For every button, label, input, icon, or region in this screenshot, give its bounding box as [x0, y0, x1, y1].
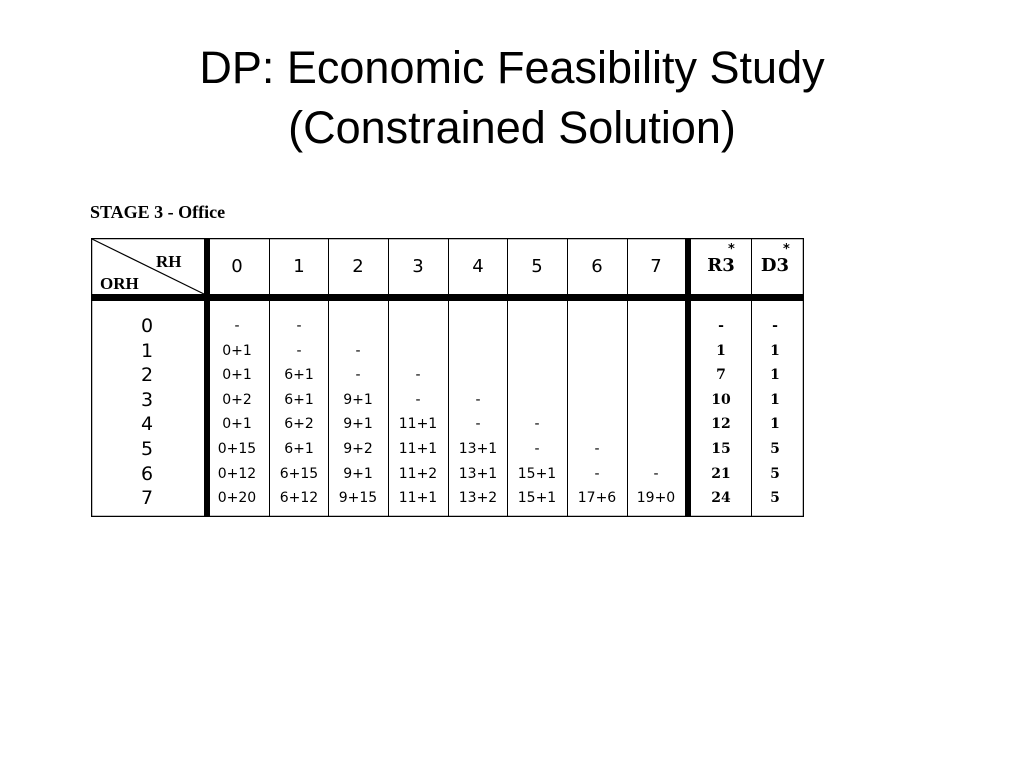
cell-r5-c2: 9+2 [343, 441, 373, 457]
cell-r5-c1: 6+1 [284, 441, 314, 457]
d3-value-row-3: 1 [770, 391, 780, 408]
cell-r6-c4: 13+1 [458, 465, 498, 482]
cell-r5-c4: 13+1 [458, 441, 498, 457]
cell-r4-c3: 11+1 [398, 416, 438, 433]
col-header-2: 2 [352, 256, 364, 277]
title-line-2: (Constrained Solution) [288, 102, 736, 153]
row-label-2: 2 [140, 364, 154, 387]
d3-value-row-0: - [772, 318, 778, 334]
cell-r4-c5: - [534, 416, 540, 433]
d3-value-row-4: 1 [770, 416, 780, 433]
d3-value-row-2: 1 [770, 367, 780, 384]
cell-r4-c4: - [475, 416, 481, 433]
slide-title [0, 38, 1024, 158]
cell-r3-c1: 6+1 [284, 391, 314, 408]
row-label-7: 7 [140, 487, 154, 510]
cell-r7-c0: 0+20 [217, 490, 257, 507]
row-label-3: 3 [140, 388, 154, 411]
row-label-0: 0 [140, 315, 154, 337]
cell-r6-c7: - [653, 465, 659, 482]
cell-r1-c0: 0+1 [222, 342, 252, 359]
col-header-7: 7 [650, 256, 662, 277]
d3-value-row-5: 5 [770, 441, 780, 457]
corner-rh-label: RH [156, 252, 182, 271]
r3-star: * [728, 242, 735, 257]
cell-r4-c1: 6+2 [284, 416, 314, 433]
cell-r6-c2: 9+1 [343, 465, 373, 482]
cell-r7-c5: 15+1 [517, 490, 557, 507]
d3-value-row-7: 5 [770, 490, 780, 507]
cell-r2-c2: - [355, 367, 361, 384]
cell-r5-c5: - [534, 441, 540, 457]
row-label-1: 1 [140, 339, 154, 362]
r3-value-row-0: - [718, 318, 724, 334]
row-label-6: 6 [140, 462, 154, 485]
col-header-0: 0 [231, 256, 243, 277]
col-header-r3: R3 [707, 255, 735, 276]
d3-star: * [783, 242, 790, 257]
stage-table [91, 238, 804, 517]
cell-r7-c4: 13+2 [458, 490, 498, 507]
cell-r6-c3: 11+2 [398, 465, 438, 482]
col-header-3: 3 [412, 256, 424, 277]
col-header-5: 5 [531, 256, 543, 277]
cell-r6-c1: 6+15 [279, 465, 319, 482]
cell-r6-c0: 0+12 [217, 465, 257, 482]
d3-value-row-6: 5 [770, 465, 780, 482]
cell-r6-c6: - [594, 465, 600, 482]
cell-r0-c1: - [296, 318, 302, 334]
cell-r3-c3: - [415, 391, 421, 408]
r3-value-row-3: 10 [711, 391, 731, 408]
cell-r7-c2: 9+15 [338, 490, 378, 507]
cell-r6-c5: 15+1 [517, 465, 557, 482]
col-header-6: 6 [591, 256, 603, 277]
r3-value-row-7: 24 [711, 490, 731, 507]
cell-r4-c0: 0+1 [222, 416, 252, 433]
cell-r2-c3: - [415, 367, 421, 384]
cell-r5-c6: - [594, 441, 600, 457]
r3-value-row-4: 12 [711, 416, 731, 433]
cell-r4-c2: 9+1 [343, 416, 373, 433]
r3-value-row-1: 1 [716, 342, 726, 359]
cell-r2-c1: 6+1 [284, 367, 314, 384]
cell-r3-c0: 0+2 [222, 391, 252, 408]
cell-r2-c0: 0+1 [222, 367, 252, 384]
cell-r7-c3: 11+1 [398, 490, 438, 507]
cell-r5-c0: 0+15 [217, 441, 257, 457]
cell-r1-c1: - [296, 342, 302, 359]
r3-value-row-5: 15 [711, 441, 731, 457]
cell-r3-c2: 9+1 [343, 391, 373, 408]
cell-r3-c4: - [475, 391, 481, 408]
col-header-4: 4 [472, 256, 484, 277]
cell-r5-c3: 11+1 [398, 441, 438, 457]
cell-r0-c0: - [234, 318, 240, 334]
d3-value-row-1: 1 [770, 342, 780, 359]
cell-r7-c7: 19+0 [636, 490, 676, 507]
stage-label: STAGE 3 - Office [90, 202, 226, 222]
title-line-1: DP: Economic Feasibility Study [199, 42, 825, 93]
r3-value-row-2: 7 [716, 367, 726, 384]
cell-r7-c6: 17+6 [577, 490, 617, 507]
corner-orh-label: ORH [100, 274, 139, 293]
col-header-1: 1 [293, 256, 305, 277]
cell-r1-c2: - [355, 342, 361, 359]
row-label-4: 4 [140, 413, 154, 436]
cell-r7-c1: 6+12 [279, 490, 319, 507]
r3-value-row-6: 21 [711, 465, 731, 482]
col-header-d3: D3 [760, 255, 790, 276]
row-label-5: 5 [140, 438, 154, 460]
